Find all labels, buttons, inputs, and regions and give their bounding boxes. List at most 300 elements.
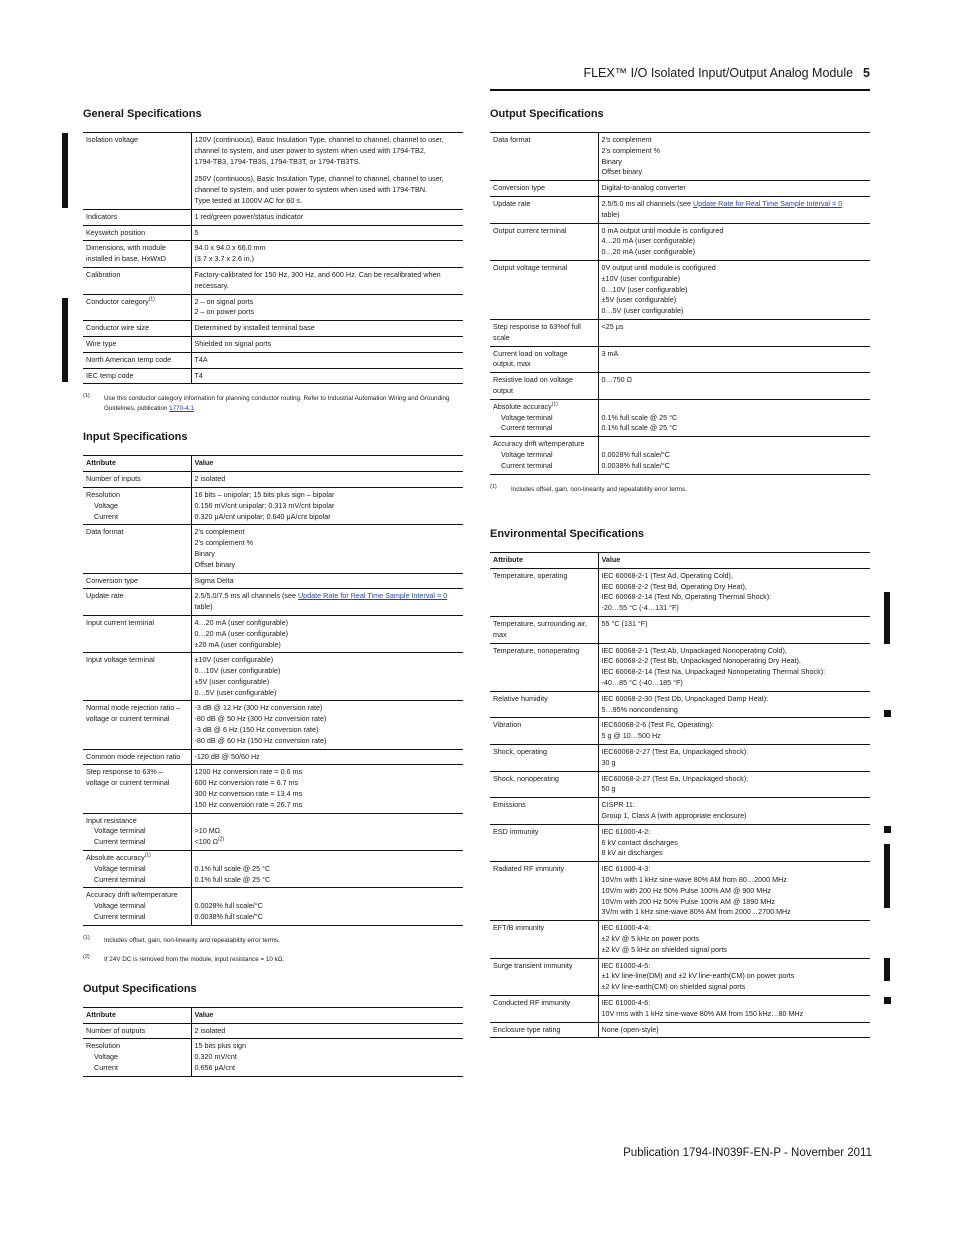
value-text: 0 mA output until module is configured	[601, 225, 724, 235]
value-paragraph	[195, 228, 461, 239]
environmental-specs-title: Environmental Specifications	[490, 528, 645, 541]
table-row	[490, 133, 870, 181]
value-text: IEC 60068-2-30 (Test Db, Unpackaged Damp Heat):	[601, 693, 769, 703]
value-cell	[598, 718, 870, 745]
value-text: channel to system, and user power to system when used with 1794-TBN.	[194, 185, 428, 195]
value-text: 10V/m with 1 kHz sine-wave 80% AM from 80…2000 MHz	[601, 874, 787, 884]
attribute-text: Resistive load on voltage	[493, 375, 573, 385]
table-row	[83, 573, 463, 589]
value-paragraph	[195, 135, 461, 167]
table-row	[83, 352, 463, 368]
attribute-cell	[83, 294, 191, 321]
output-specs-title-left: Output Specifications	[83, 982, 197, 995]
reference-link[interactable]: Update Rate for Real Time Sample Interval = 0	[693, 198, 843, 208]
attribute-cell	[83, 321, 191, 337]
value-text: None (open-style)	[601, 1024, 659, 1034]
value-text: -80 dB @ 50 Hz (300 Hz conversion rate)	[194, 714, 327, 724]
value-cell	[598, 437, 870, 474]
table-row	[83, 225, 463, 241]
footnote-text: Includes offset, gain, non-linearity and repeatability error terms.	[511, 485, 687, 493]
publication-footer: Publication 1794-IN039F-EN-P - November 2011	[623, 1147, 872, 1159]
output-specs-title-right: Output Specifications	[490, 108, 604, 120]
value-text: ±1 kV line-line(DM) and ±2 kV line-earth(CM) on power ports	[601, 971, 795, 981]
value-text: ±20 mA (user configurable)	[194, 639, 281, 649]
table-row	[83, 368, 463, 384]
attribute-text: Resolution	[86, 489, 120, 499]
table-row	[83, 749, 463, 765]
value-text: 2 isolated	[194, 474, 226, 484]
attribute-text: Indicators	[86, 211, 118, 221]
table-row	[490, 718, 870, 745]
value-text: 0.0028% full scale/°C	[601, 449, 670, 459]
value-cell	[598, 862, 870, 921]
attribute-text: Emissions	[493, 800, 526, 810]
attribute-text: Shock, operating	[493, 746, 547, 756]
attribute-cell	[83, 1039, 191, 1076]
value-text: -40…85 °C (-40…185 °F)	[601, 677, 683, 687]
table-row	[490, 319, 870, 346]
output-specs-body-right	[490, 133, 870, 475]
value-text: IEC60068-2-27 (Test Ea, Unpackaged shock):	[601, 746, 749, 756]
value-cell	[598, 319, 870, 346]
value-text: 5…95% noncondensing	[601, 704, 678, 714]
table-row	[83, 472, 463, 488]
attribute-text: Dimensions, with module	[86, 243, 166, 253]
attribute-cell	[83, 573, 191, 589]
attribute-text: Data format	[86, 527, 124, 537]
attribute-cell	[83, 765, 191, 813]
attribute-cell	[83, 888, 191, 925]
attribute-cell	[490, 319, 598, 346]
table-row	[83, 525, 463, 573]
value-text: 4…20 mA (user configurable)	[601, 236, 695, 246]
footnote-text: Use this conductor category information for planning conductor routing. Refer to Industrial Automation Wiring and Grounding Guidelines, publication 1770-4.1.	[104, 395, 450, 412]
attribute-text: Current	[94, 1063, 118, 1073]
value-cell	[191, 321, 463, 337]
table-row	[490, 798, 870, 825]
value-text: 15 bits plus sign	[194, 1041, 247, 1051]
value-text: 16 bits – unipolar; 15 bits plus sign – bipolar	[194, 489, 335, 499]
right-column	[490, 108, 870, 1038]
attribute-text: Step response to 63%of full	[493, 321, 581, 331]
change-bar	[62, 133, 68, 208]
reference-link[interactable]: 1770-4.1	[169, 404, 194, 412]
general-specs-table	[83, 132, 463, 384]
attribute-cell	[83, 525, 191, 573]
value-text: IEC 61000-4-5:	[601, 960, 651, 970]
value-text: 250V (continuous), Basic Insulation Type, channel to channel, channel to user,	[194, 174, 444, 184]
table-row	[83, 589, 463, 616]
attribute-cell	[490, 744, 598, 771]
table-row	[83, 267, 463, 294]
value-cell	[191, 294, 463, 321]
header-attribute: Attribute	[83, 1007, 191, 1023]
value-text: 0.1% full scale @ 25 °C	[601, 412, 678, 422]
value-cell	[191, 615, 463, 652]
attribute-text: Surge transient immunity	[493, 960, 573, 970]
value-cell	[191, 1039, 463, 1076]
table-row	[490, 771, 870, 798]
attribute-text: Relative humidity	[493, 693, 548, 703]
table-row	[490, 958, 870, 995]
attribute-cell	[490, 133, 598, 181]
table-row	[490, 617, 870, 644]
value-cell	[598, 921, 870, 958]
value-text: IEC 61000-4-2:	[601, 826, 651, 836]
attribute-text: Normal mode rejection ratio –	[86, 703, 181, 713]
attribute-cell	[490, 771, 598, 798]
attribute-text: Current	[94, 511, 118, 521]
change-bar	[884, 844, 890, 908]
value-cell	[598, 643, 870, 691]
value-paragraph	[195, 297, 461, 319]
value-text: ±2 kV @ 5 kHz on shielded signal ports	[601, 944, 728, 954]
value-cell	[598, 691, 870, 718]
value-cell	[191, 851, 463, 888]
value-text: (3.7 x 3.7 x 2.6 in.)	[194, 254, 255, 264]
value-cell	[191, 352, 463, 368]
attribute-cell	[490, 1022, 598, 1038]
table-row	[83, 851, 463, 888]
value-cell	[191, 472, 463, 488]
value-text: IEC 60068-2-1 (Test Ab, Unpackaged Nonoperating Cold),	[601, 645, 787, 655]
output-specs-body-left	[83, 1023, 463, 1076]
change-bar	[62, 298, 68, 382]
attribute-cell	[83, 701, 191, 749]
value-cell	[598, 995, 870, 1022]
attribute-text: Data format	[493, 135, 531, 144]
value-text: 300 Hz conversion rate = 13.4 ms	[194, 789, 303, 799]
value-cell	[191, 336, 463, 352]
value-cell	[191, 1023, 463, 1039]
value-text: Sigma Delta	[194, 575, 234, 585]
attribute-text: ESD immunity	[493, 826, 539, 836]
table-row	[490, 223, 870, 260]
attribute-cell	[490, 921, 598, 958]
value-text: Determined by installed terminal base	[194, 323, 315, 333]
attribute-cell	[490, 437, 598, 474]
attribute-text: Current terminal	[94, 912, 146, 922]
attribute-text: Conversion type	[86, 575, 138, 585]
value-text: ±2 kV line-earth(CM) on shielded signal ports	[601, 982, 746, 992]
page-header	[560, 66, 870, 86]
table-row	[83, 765, 463, 813]
output-specs-table-left	[83, 1007, 463, 1077]
value-text: 0…20 mA (user configurable)	[601, 247, 695, 257]
input-specs-title: Input Specifications	[83, 431, 188, 444]
footnote-ref: (1)	[148, 296, 155, 303]
value-text: T4A	[194, 354, 208, 364]
footnote-text: Includes offset, gain, non-linearity and repeatability error terms.	[104, 936, 280, 944]
value-text: 0.320 μA/cnt unipolar; 0.640 μA/cnt bipolar	[194, 511, 331, 521]
value-text: <100 $\Omega^{(2)}$	[194, 836, 225, 847]
value-paragraph	[195, 243, 461, 265]
table-row	[83, 653, 463, 701]
table-row	[490, 437, 870, 474]
value-text: Offset binary	[601, 167, 643, 177]
value-cell	[191, 241, 463, 268]
value-text: 2 – on signal ports	[194, 296, 254, 306]
attribute-text: Output voltage terminal	[493, 262, 568, 272]
value-text: ±10V (user configurable)	[194, 655, 274, 665]
environmental-specs-table	[490, 552, 870, 1038]
attribute-text: Number of outputs	[86, 1025, 146, 1035]
value-text: IEC 61000-4-4:	[601, 923, 651, 933]
value-text: 3 mA	[601, 348, 619, 358]
value-text: 10V rms with 1 kHz sine-wave 80% AM from 150 kHz…80 MHz	[601, 1008, 804, 1018]
attribute-text: Temperature, nonoperating	[493, 645, 580, 655]
attribute-cell	[83, 589, 191, 616]
table-row	[490, 196, 870, 223]
attribute-cell	[83, 487, 191, 524]
value-text: IEC 61000-4-6:	[601, 997, 651, 1007]
value-text: Factory-calibrated for 150 Hz, 300 Hz, and 600 Hz. Can be recalibrated when	[194, 269, 441, 279]
attribute-text: max	[493, 629, 507, 639]
value-text: IEC60068-2-27 (Test Ea, Unpackaged shock):	[601, 773, 749, 783]
value-cell	[191, 653, 463, 701]
attribute-text: Voltage terminal	[94, 901, 146, 911]
header-attribute: Attribute	[83, 456, 191, 472]
attribute-text: Voltage terminal	[501, 412, 553, 422]
value-cell	[191, 701, 463, 749]
general-footnotes	[83, 394, 463, 413]
value-text: Digital-to-analog converter	[601, 183, 686, 193]
footnote-ref: (2)	[218, 836, 225, 843]
attribute-text: Radiated RF immunity	[493, 864, 565, 874]
output-specs-table-right	[490, 132, 870, 475]
general-specs-body	[83, 133, 463, 384]
value-text: 120V (continuous), Basic Insulation Type, channel to channel, channel to user,	[194, 135, 444, 144]
value-text: 30 g	[601, 757, 616, 767]
value-paragraph	[195, 323, 461, 334]
input-specs-body	[83, 472, 463, 926]
output-footnotes	[490, 485, 870, 495]
attribute-cell	[83, 813, 191, 850]
value-text: 94.0 x 94.0 x 66.0 mm	[194, 243, 266, 253]
attribute-text: Step response to 63% –	[86, 767, 163, 777]
value-text: IEC 60068-2-1 (Test Ad, Operating Cold),	[601, 570, 733, 580]
footnote	[490, 485, 870, 495]
attribute-cell	[490, 196, 598, 223]
value-text: 55 °C (131 °F)	[601, 619, 648, 628]
reference-link[interactable]: Update Rate for Real Time Sample Interval = 0	[297, 591, 448, 601]
value-cell	[191, 525, 463, 573]
value-text: table)	[194, 602, 213, 612]
attribute-cell	[83, 368, 191, 384]
attribute-cell	[490, 862, 598, 921]
value-text: IEC 61000-4-3:	[601, 864, 651, 874]
value-text: Binary	[194, 548, 215, 558]
value-text: Offset binary	[194, 559, 236, 569]
attribute-text: Conductor category$^{(1)}$	[86, 296, 155, 306]
value-text	[195, 816, 461, 827]
value-text	[195, 890, 461, 901]
value-text: 0…5V (user configurable)	[601, 306, 684, 316]
value-text: IEC 60068-2-2 (Test Bb, Unpackaged Nonoperating Dry Heat),	[601, 656, 801, 666]
value-text: Type tested at 1000V AC for 60 s.	[194, 195, 302, 205]
value-text: 1794-TB3, 1794-TB3S, 1794-TB3T, or 1794-TB3TS.	[194, 156, 361, 166]
attribute-text: Input resistance	[86, 815, 137, 825]
value-cell	[191, 573, 463, 589]
environmental-specs-body	[490, 568, 870, 1037]
value-text: table)	[601, 209, 620, 219]
attribute-text: Update rate	[86, 591, 124, 601]
value-text: necessary.	[194, 280, 229, 290]
value-text: ±2 kV @ 5 kHz on power ports	[601, 933, 700, 943]
value-text: Binary	[601, 156, 622, 166]
footnote	[83, 936, 463, 946]
value-text: IEC 60068-2-2 (Test Bd, Operating Dry Heat),	[601, 581, 747, 591]
value-cell	[191, 888, 463, 925]
value-text: 0V output until module is configured	[601, 262, 716, 272]
table-row	[490, 862, 870, 921]
change-mark	[884, 997, 891, 1004]
table-row	[83, 209, 463, 225]
attribute-cell	[490, 181, 598, 197]
attribute-text: Current terminal	[501, 460, 553, 470]
attribute-text: Update rate	[493, 198, 531, 208]
attribute-text: installed in base, HxWxD	[86, 254, 166, 264]
change-bar	[884, 592, 890, 644]
value-cell	[598, 568, 870, 616]
attribute-text: North American temp code	[86, 354, 172, 364]
change-mark	[884, 826, 891, 833]
value-text: 0…10V (user configurable)	[194, 666, 281, 676]
value-paragraph	[195, 270, 461, 292]
attribute-cell	[83, 653, 191, 701]
input-footnotes	[83, 936, 463, 965]
value-text: 0…750 Ω	[601, 375, 633, 385]
attribute-text: Absolute accuracy$^{(1)}$	[493, 401, 558, 411]
value-text: 0.1% full scale @ 25 °C	[194, 863, 271, 873]
header-value: Value	[191, 1007, 463, 1023]
attribute-cell	[83, 133, 191, 210]
value-text: Group 1, Class A (with appropriate enclosure)	[601, 810, 747, 820]
value-cell	[191, 267, 463, 294]
value-cell	[598, 1022, 870, 1038]
attribute-cell	[490, 643, 598, 691]
value-text: Shielded on signal ports	[194, 338, 272, 348]
value-text: -20…55 °C (-4…131 °F)	[601, 603, 679, 613]
attribute-text: Current terminal	[501, 423, 553, 433]
table-row	[490, 744, 870, 771]
table-row	[83, 294, 463, 321]
value-paragraph	[195, 212, 461, 223]
value-text: ±5V (user configurable)	[194, 676, 270, 686]
table-row	[83, 1023, 463, 1039]
value-cell	[598, 771, 870, 798]
attribute-text: Conductor wire size	[86, 323, 150, 333]
table-row	[83, 487, 463, 524]
header-title: FLEX™ I/O Isolated Input/Output Analog Module	[583, 66, 854, 80]
attribute-text: Number of inputs	[86, 474, 141, 484]
footnote-mark: (2)	[83, 954, 90, 961]
attribute-text: Resolution	[86, 1041, 120, 1051]
value-cell	[598, 346, 870, 373]
value-text: 10V/m with 200 Hz 50% Pulse 100% AM @ 1890 MHz	[601, 896, 775, 906]
value-cell	[191, 368, 463, 384]
value-text: -3 dB @ 12 Hz (300 Hz conversion rate)	[194, 703, 323, 713]
left-column	[83, 108, 463, 1077]
value-cell	[191, 209, 463, 225]
table-row	[83, 813, 463, 850]
value-text: <25 μs	[601, 321, 624, 331]
attribute-text: Input voltage terminal	[86, 655, 155, 665]
attribute-cell	[490, 568, 598, 616]
value-text: 2 – on power ports	[194, 307, 255, 317]
attribute-cell	[83, 851, 191, 888]
value-cell	[598, 196, 870, 223]
value-paragraph	[195, 174, 461, 206]
attribute-cell	[490, 346, 598, 373]
attribute-text: Conversion type	[493, 183, 545, 193]
attribute-cell	[83, 241, 191, 268]
attribute-cell	[490, 399, 598, 436]
value-cell	[191, 813, 463, 850]
attribute-cell	[490, 617, 598, 644]
table-row	[83, 133, 463, 210]
attribute-text: IEC temp code	[86, 370, 134, 380]
value-cell	[191, 487, 463, 524]
value-text: 2.5/5.0/7.5 ms all channels (see Update Rate for Real Time Sample Interval = 0	[194, 591, 448, 601]
attribute-text: Vibration	[493, 720, 522, 730]
table-row	[83, 321, 463, 337]
header-value: Value	[191, 456, 463, 472]
attribute-cell	[490, 824, 598, 861]
value-text: 6 kV contact discharges	[601, 837, 678, 847]
value-text: 2's complement %	[601, 145, 660, 155]
value-cell	[598, 617, 870, 644]
value-cell	[598, 133, 870, 181]
attribute-text: Voltage terminal	[501, 449, 553, 459]
attribute-cell	[490, 223, 598, 260]
value-text: 0…10V (user configurable)	[601, 284, 688, 294]
value-text: 4…20 mA (user configurable)	[194, 617, 288, 627]
value-paragraph	[195, 339, 461, 350]
table-row	[83, 241, 463, 268]
value-text: 0…5V (user configurable)	[194, 687, 277, 697]
value-text: 0…20 mA (user configurable)	[194, 628, 288, 638]
attribute-text: Voltage terminal	[94, 863, 146, 873]
attribute-text: Voltage terminal	[94, 826, 146, 836]
footnote-text: If 24V DC is removed from the module, input resistance = 10 kΩ.	[104, 956, 285, 964]
attribute-text: Accuracy drift w/temperature	[86, 890, 178, 900]
value-cell	[598, 744, 870, 771]
value-text: T4	[194, 370, 203, 380]
value-paragraph	[195, 355, 461, 366]
value-text: 600 Hz conversion rate = 6.7 ms	[194, 778, 299, 788]
value-text: 10V/m with 200 Hz 50% Pulse 100% AM @ 900 MHz	[601, 885, 771, 895]
value-text: 2 isolated	[194, 1025, 226, 1035]
value-cell	[191, 765, 463, 813]
value-text: 0.1% full scale @ 25 °C	[601, 423, 678, 433]
value-cell	[598, 798, 870, 825]
value-text: 2's complement	[601, 135, 652, 144]
value-text: 0.656 μA/cnt	[194, 1063, 236, 1073]
value-cell	[598, 958, 870, 995]
value-text: 8 kV air discharges	[601, 848, 663, 858]
value-text: 0.156 mV/cnt unipolar; 0.313 mV/cnt bipolar	[194, 500, 335, 510]
footnote-mark: (1)	[490, 483, 497, 490]
value-text: >10 MΩ	[194, 826, 221, 836]
attribute-text: output, max	[493, 359, 531, 369]
attribute-cell	[83, 336, 191, 352]
value-cell	[598, 181, 870, 197]
footnote	[83, 955, 463, 965]
value-cell	[598, 399, 870, 436]
value-text: ±10V (user configurable)	[601, 273, 681, 283]
attribute-text: Common mode rejection ratio	[86, 751, 181, 761]
